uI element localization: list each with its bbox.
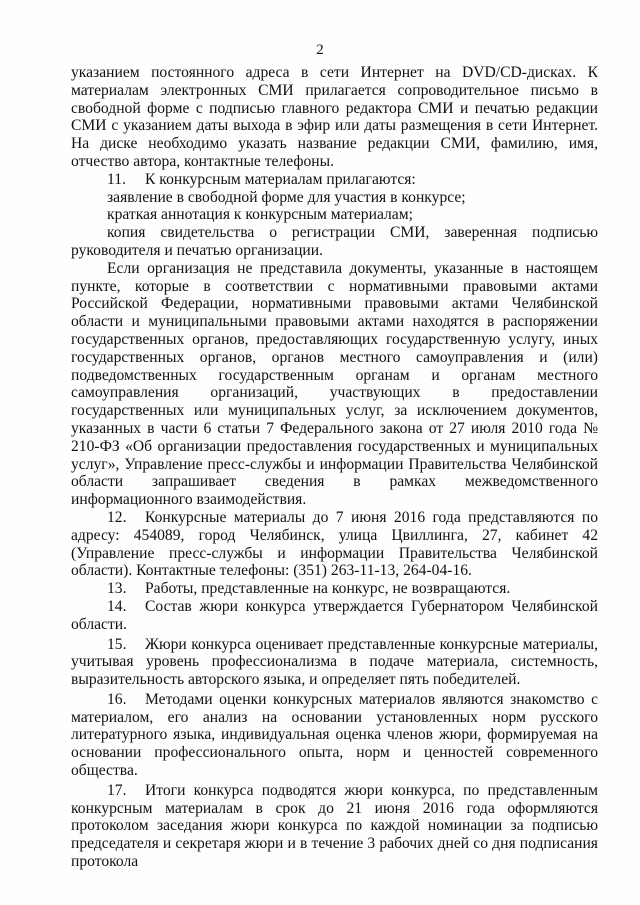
paragraph-text: Работы, представленные на конкурс, не возвращаются. — [145, 580, 511, 598]
attachment-item-certificate — [71, 224, 598, 260]
paragraph-text: Если организация не представила документы, указанные в настоящем пункте, которые в соответствии с нормативными правовыми актами Российской Федерации, нормативными правовыми актами Челябинской области и муниципальными правовыми актами находятся в распоряжении государственных органов, предоставляющих государственную услугу, иных государственных органов, органов местного самоуправления и (или) подведомственных государственным органам и органам местного самоуправления организаций, участвующих в предоставлении государственных или муниципальных услуг, за исключением документов, указанных в части 6 статьи 7 Федерального закона от 27 июля 2010 года № 210-ФЗ «Об организации предоставления государственных и муниципальных услуг», Управление пресс-службы и информации Правительства Челябинской области запрашивает сведения в рамках межведомственного информационного взаимодействия. — [71, 259, 598, 509]
paragraph-item-17 — [71, 782, 598, 871]
paragraph-text: Состав жюри конкурса утверждается Губернатором Челябинской области. — [71, 597, 598, 633]
paragraph-text: копия свидетельства о регистрации СМИ, заверенная подписью руководителя и печатью организации. — [71, 224, 598, 259]
paragraph-text: Конкурсные материалы до 7 июня 2016 года представляются по адресу: 454089, город Челябинск, улица Цвиллинга, 27, кабинет 42 (Управление пресс-службы и информации Правительства Челябинской области). Контактные телефоны: (351) 263-11-13, 264-04-16. — [71, 508, 598, 580]
item-number: 17. — [107, 781, 127, 799]
paragraph-text: Жюри конкурса оценивает представленные конкурсные материалы, учитывая уровень профессионализма в подаче материала, системность, выразительность авторского языка, и определяет пять победителей. — [71, 635, 598, 689]
attachment-item-annotation — [71, 206, 598, 224]
item-number: 14. — [107, 597, 127, 615]
paragraph-text: К конкурсным материалам прилагаются: — [145, 170, 416, 188]
item-number: 16. — [107, 690, 127, 708]
page-number: 2 — [316, 42, 324, 58]
document-body — [71, 64, 598, 871]
paragraph-text: указанием постоянного адреса в сети Интернет на DVD/CD-дисках. К материалам электронных СМИ прилагается сопроводительное письмо в свободной форме с подписью главного редактора СМИ и печатью редакции СМИ с указанием даты выхода в эфир или даты размещения в сети Интернет. На диске необходимо указать название редакции СМИ, фамилию, имя, отчество автора, контактные телефоны. — [71, 64, 598, 170]
paragraph-item-14 — [71, 598, 598, 634]
paragraph-text: краткая аннотация к конкурсным материалам; — [107, 206, 413, 224]
attachment-item-application — [71, 189, 598, 207]
paragraph-item-11 — [71, 171, 598, 189]
item-number: 11. — [107, 170, 126, 188]
paragraph-item-13 — [71, 580, 598, 598]
item-number: 15. — [107, 635, 127, 653]
paragraph-item-15 — [71, 636, 598, 689]
paragraph-item-12 — [71, 509, 598, 580]
paragraph-text: Итоги конкурса подводятся жюри конкурса, по представленным конкурсным материалам в срок до 21 июня 2016 года оформляются протоколом заседания жюри конкурса по каждой номинации за подписью председателя и секретаря жюри и в течение 3 рабочих дней со дня подписания протокола — [71, 781, 598, 871]
paragraph-missing-documents — [71, 260, 598, 509]
paragraph-text: Методами оценки конкурсных материалов являются знакомство с материалом, его анализ на основании установленных норм русского литературного языка, индивидуальная оценка членов жюри, формируемая на основании профессионального опыта, норм и ценностей современного общества. — [71, 690, 598, 780]
paragraph-item-16 — [71, 691, 598, 780]
paragraph-text: заявление в свободной форме для участия в конкурсе; — [107, 188, 466, 206]
paragraph-continuation — [71, 64, 598, 171]
item-number: 13. — [107, 580, 127, 598]
item-number: 12. — [107, 508, 127, 526]
